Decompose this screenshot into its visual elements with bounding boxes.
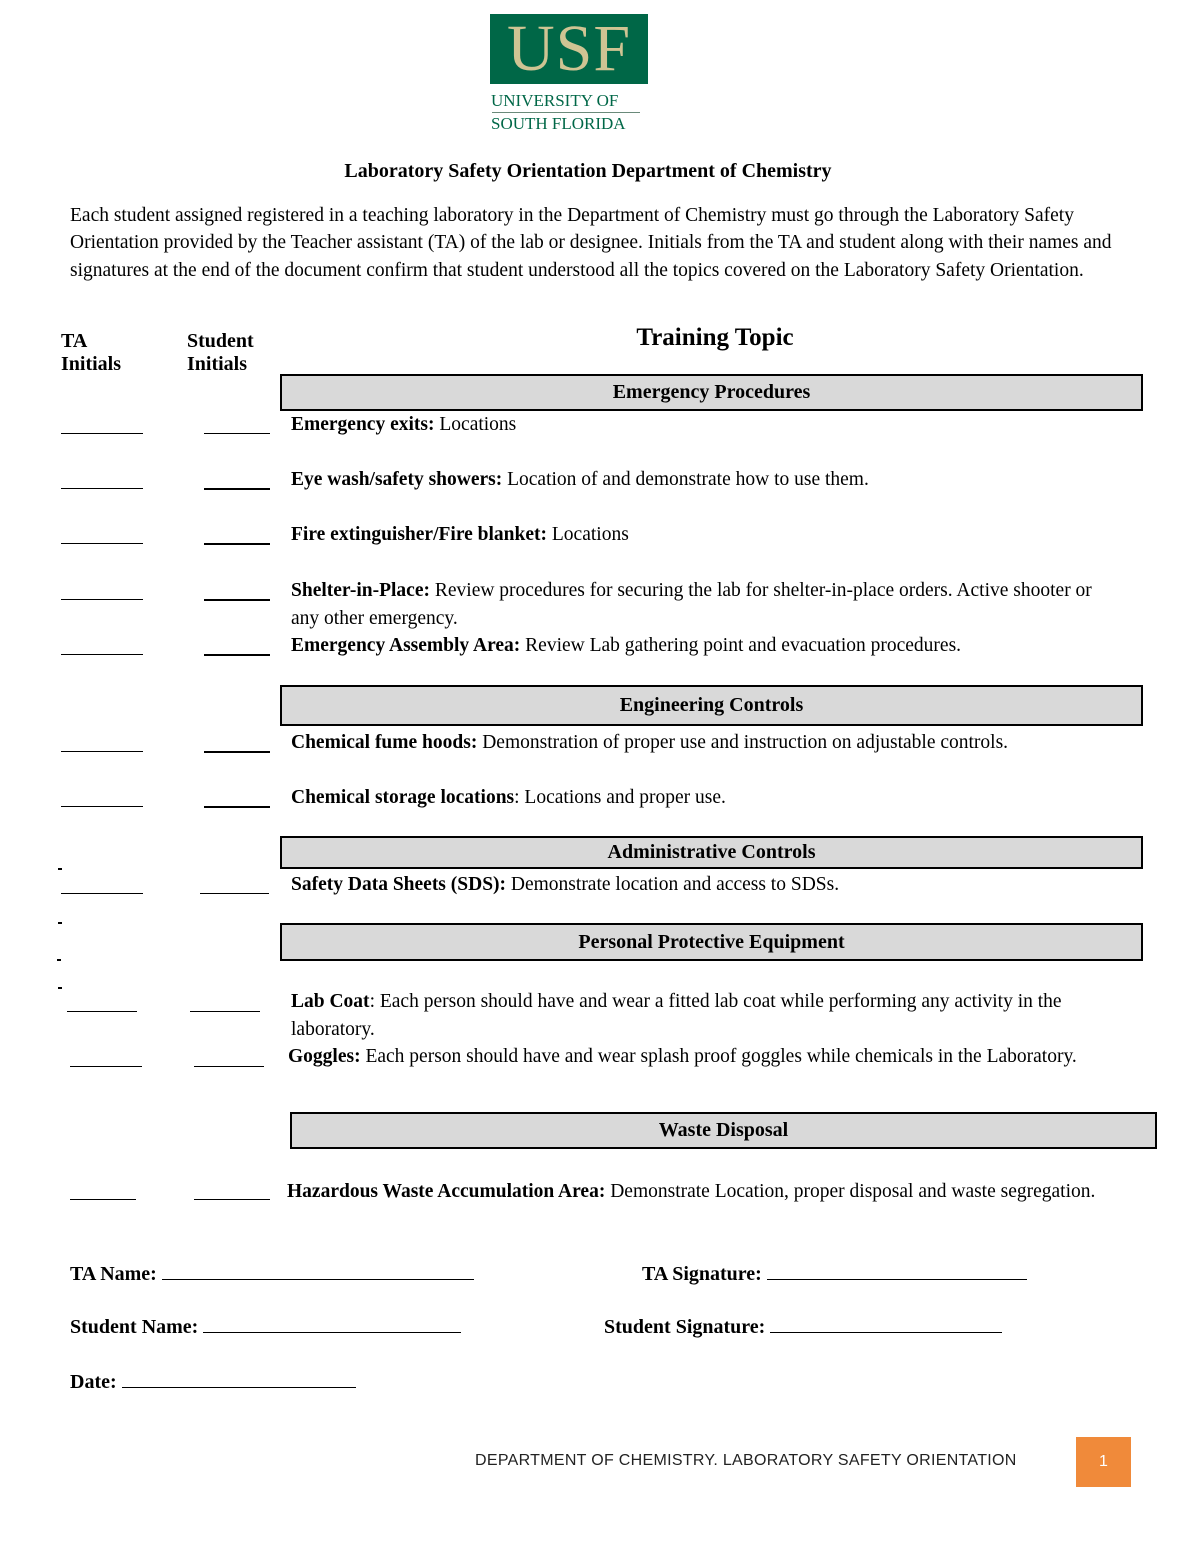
logo-line-1: UNIVERSITY OF — [491, 91, 619, 110]
ta-initials-field[interactable] — [70, 1066, 142, 1067]
item-lab-coat — [291, 988, 1101, 1043]
margin-mark — [58, 922, 62, 924]
date-row — [70, 1369, 356, 1394]
item-label: Emergency Assembly Area: — [291, 635, 521, 656]
item-text: Each person should have and wear splash proof goggles while chemicals in the Laboratory. — [360, 1046, 1077, 1067]
ta-initials-field[interactable] — [61, 654, 143, 655]
item-text: Location of and demonstrate how to use them. — [502, 469, 869, 490]
item-text: Review procedures for securing the lab for shelter-in-place orders. Active shooter or any other emergency. — [291, 580, 1092, 629]
page-title: Laboratory Safety Orientation Department of Chemistry — [344, 160, 832, 182]
item-chemical-fume-hoods — [291, 729, 1091, 757]
ta-name-label: TA Name: — [70, 1263, 157, 1285]
item-label: Lab Coat — [291, 991, 370, 1012]
student-initials-field[interactable] — [204, 751, 270, 753]
ta-name-row — [70, 1261, 474, 1286]
student-initials-field[interactable] — [200, 893, 269, 894]
training-topic-header: Training Topic — [636, 324, 794, 351]
student-initials-field[interactable] — [194, 1066, 264, 1067]
item-label: Shelter-in-Place: — [291, 580, 430, 601]
section-administrative-controls: Administrative Controls — [280, 836, 1143, 869]
item-fire-extinguisher — [291, 521, 1141, 549]
item-goggles — [288, 1043, 1138, 1071]
item-text: Review Lab gathering point and evacuation procedures. — [520, 635, 962, 656]
ta-name-field[interactable] — [162, 1261, 474, 1280]
margin-mark — [58, 868, 62, 870]
student-initials-field[interactable] — [204, 543, 270, 545]
item-text: Demonstrate location and access to SDSs. — [506, 874, 840, 895]
logo-divider — [492, 112, 640, 113]
date-field[interactable] — [122, 1369, 356, 1388]
ta-initials-field[interactable] — [70, 1199, 136, 1200]
footer-text: DEPARTMENT OF CHEMISTRY. LABORATORY SAFETY ORIENTATION — [475, 1452, 1017, 1469]
student-signature-row — [604, 1314, 1002, 1339]
student-initials-field[interactable] — [204, 433, 270, 434]
student-name-field[interactable] — [203, 1314, 461, 1333]
item-label: Chemical fume hoods: — [291, 732, 478, 753]
student-initials-field[interactable] — [204, 806, 270, 808]
student-name-label: Student Name: — [70, 1316, 199, 1338]
logo-line-2: SOUTH FLORIDA — [491, 114, 626, 133]
margin-mark — [57, 959, 61, 961]
item-label: Hazardous Waste Accumulation Area: — [287, 1181, 606, 1202]
student-initials-field[interactable] — [190, 1011, 260, 1012]
logo-mark: USF — [506, 12, 632, 85]
item-text: : Locations and proper use. — [514, 787, 726, 808]
ta-initials-field[interactable] — [61, 806, 143, 807]
student-initials-field[interactable] — [204, 488, 270, 490]
section-emergency-procedures: Emergency Procedures — [280, 374, 1143, 411]
section-waste-disposal: Waste Disposal — [290, 1112, 1157, 1149]
item-label: Eye wash/safety showers: — [291, 469, 503, 490]
ta-initials-field[interactable] — [61, 433, 143, 434]
ta-signature-row — [642, 1261, 1027, 1286]
item-text: : Each person should have and wear a fitted lab coat while performing any activity in the laboratory. — [291, 991, 1062, 1040]
item-text: Demonstrate Location, proper disposal and waste segregation. — [605, 1181, 1096, 1202]
ta-initials-field[interactable] — [61, 543, 143, 544]
student-initials-header-line2: Initials — [187, 353, 248, 375]
ta-initials-field[interactable] — [61, 488, 143, 489]
item-label: Goggles: — [288, 1046, 361, 1067]
item-label: Emergency exits: — [291, 414, 435, 435]
item-hazardous-waste — [287, 1178, 1107, 1206]
item-shelter-in-place — [291, 577, 1111, 632]
section-personal-protective-equipment: Personal Protective Equipment — [280, 923, 1143, 961]
ta-initials-field[interactable] — [61, 751, 143, 752]
student-initials-header — [187, 330, 254, 376]
item-text: Locations — [547, 524, 629, 545]
ta-signature-field[interactable] — [767, 1261, 1027, 1280]
ta-initials-field[interactable] — [61, 599, 143, 600]
student-initials-field[interactable] — [204, 599, 270, 601]
section-engineering-controls: Engineering Controls — [280, 685, 1143, 726]
item-emergency-exits — [291, 411, 1141, 439]
ta-initials-field[interactable] — [61, 893, 143, 894]
item-safety-data-sheets — [291, 871, 1141, 899]
item-text: Locations — [434, 414, 517, 435]
ta-signature-label: TA Signature: — [642, 1263, 762, 1285]
ta-initials-field[interactable] — [67, 1011, 137, 1012]
item-label: Fire extinguisher/Fire blanket: — [291, 524, 548, 545]
intro-paragraph: Each student assigned registered in a teaching laboratory in the Department of Chemistry must go through the Laboratory Safety Orientation provided by the Teacher assistant (TA) of the lab or designee. Initials from the TA and student along with their names and signatures at the end of the document confirm that student understood all the topics covered on the Laboratory Safety Orientation. — [70, 205, 1112, 281]
student-initials-field[interactable] — [204, 654, 270, 656]
date-label: Date: — [70, 1371, 117, 1393]
item-label: Chemical storage locations — [291, 787, 515, 808]
item-text: Demonstration of proper use and instruction on adjustable controls. — [477, 732, 1009, 753]
student-initials-field[interactable] — [194, 1199, 270, 1200]
item-emergency-assembly — [291, 632, 1141, 660]
student-name-row — [70, 1314, 461, 1339]
student-signature-label: Student Signature: — [604, 1316, 766, 1338]
item-chemical-storage — [291, 784, 1141, 812]
item-eye-wash — [291, 466, 1141, 494]
page-number: 1 — [1076, 1437, 1131, 1487]
ta-initials-header — [61, 330, 121, 376]
usf-logo — [490, 14, 650, 134]
ta-initials-header-line1: TA — [61, 330, 88, 352]
student-signature-field[interactable] — [770, 1314, 1002, 1333]
logo-mark-box — [490, 14, 648, 84]
student-initials-header-line1: Student — [187, 330, 254, 352]
margin-mark — [58, 987, 62, 989]
ta-initials-header-line2: Initials — [61, 353, 122, 375]
item-label: Safety Data Sheets (SDS): — [291, 874, 507, 895]
